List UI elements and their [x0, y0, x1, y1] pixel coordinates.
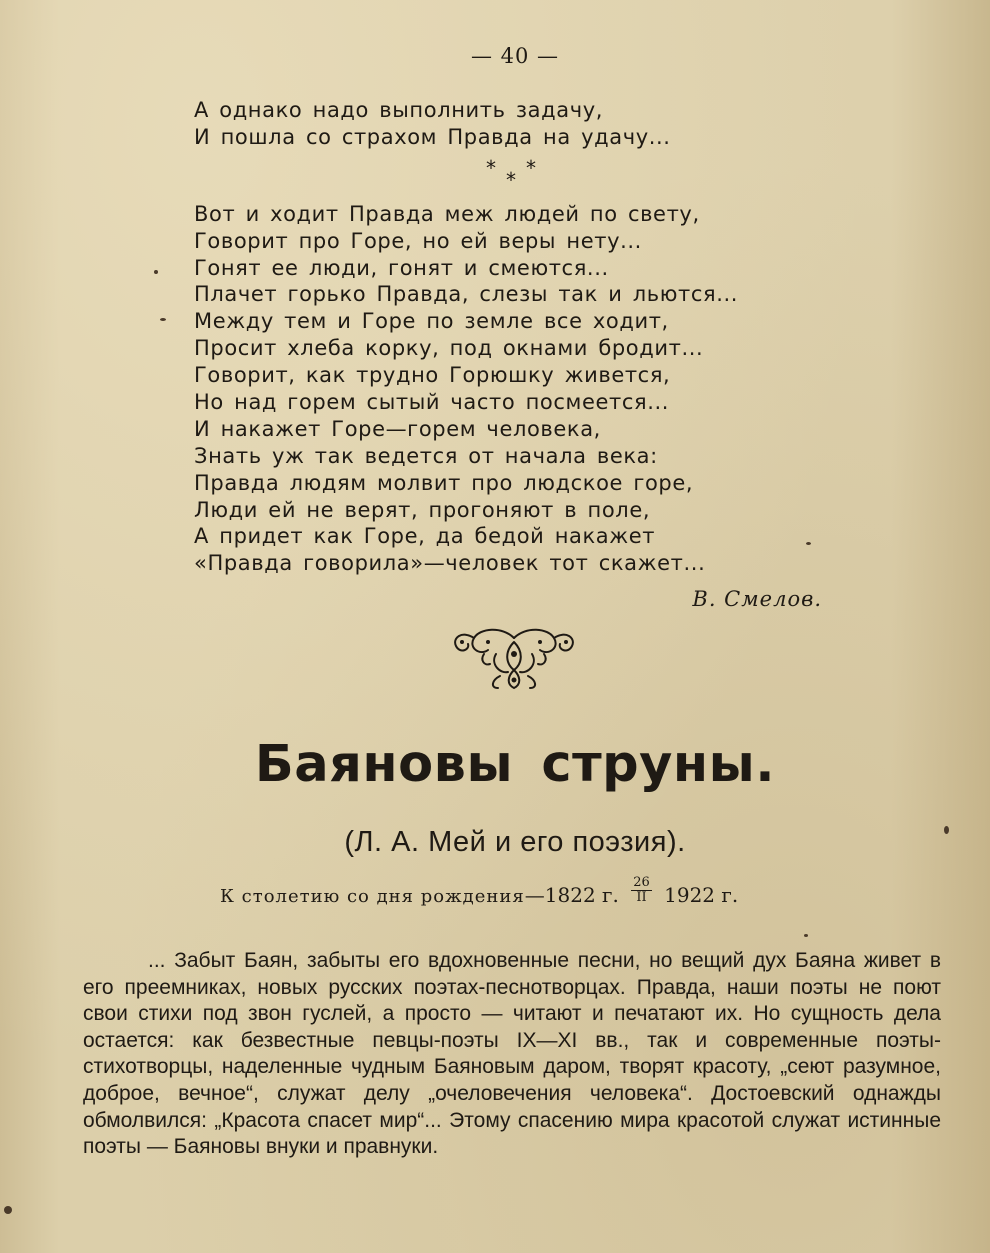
article-body [83, 948, 941, 1161]
poem-line: Правда людям молвит про людское горе, [194, 470, 694, 495]
poem-line: А однако надо выполнить задачу, [194, 98, 604, 122]
ink-speck [4, 1206, 12, 1214]
poem-line: Между тем и Горе по земле все ходит, [194, 309, 669, 334]
poem-line: Но над горем сытый часто посмеется... [194, 390, 670, 415]
dateline-year-end: 1922 г. [664, 883, 739, 907]
poem-line: Говорит про Горе, но ей веры нету... [194, 228, 642, 253]
poem [194, 97, 834, 577]
dateline-date-day: 26 [633, 875, 650, 890]
dateline-date-month: II [636, 890, 647, 905]
ink-speck [804, 934, 808, 937]
dateline-dash: — [524, 883, 545, 907]
ink-speck [154, 270, 158, 274]
poem-line: Говорит, как трудно Горюшку живется, [194, 363, 671, 388]
poem-line: А придет как Горе, да бедой накажет [194, 524, 656, 549]
dateline-year-start: 1822 г. [544, 883, 619, 907]
dateline-date-fraction [631, 876, 652, 905]
ink-speck [160, 318, 166, 321]
poem-line: Плачет горько Правда, слезы так и льются... [194, 282, 739, 307]
star-icon: * [506, 167, 517, 192]
poem-line: Люди ей не верят, прогоняют в поле, [194, 497, 651, 522]
poem-line: Знать уж так ведется от начала века: [194, 443, 658, 468]
poem-signature: В. Смелов. [692, 587, 822, 611]
poem-line: И пошла со страхом Правда на удачу... [194, 124, 671, 149]
poem-line: Гонят ее люди, гонят и смеются... [194, 255, 609, 280]
poem-line: Вот и ходит Правда меж людей по свету, [194, 201, 700, 226]
poem-line: «Правда говорила»—человек тот скажет... [194, 551, 706, 576]
poem-line: Просит хлеба корку, под окнами бродит... [194, 336, 704, 361]
article-paragraph: ... Забыт Баян, забыты его вдохновенные песни, но вещий дух Баяна живет в его преемниках, новых русских поэтах-песнотворцах. Правда, наши поэты не поют свои стихи под звон гуслей, а просто — читают и печатают их. Но сущность дела остается: как безвестные певцы-поэты IX—XI вв., так и современные поэты-стихотворцы, наделенные чудным Баяновым даром, творят красоту, „сеют разумное, доброе, вечное“, служат делу „очеловечения человека“. Достоевский однажды обмолвился: „Красота спасет мир“... Этому спасению мира красотой служат истинные поэты — Баяновы внуки и правнуки. [83, 949, 941, 1159]
ornament-icon [444, 624, 584, 694]
stanza-separator-stars [486, 151, 546, 201]
article-dateline [220, 875, 840, 911]
poem-line: И накажет Горе—горем человека, [194, 416, 601, 441]
page-number: — 40 — [470, 44, 560, 68]
ink-speck [944, 826, 949, 834]
star-icon: * [526, 155, 537, 180]
dateline-prefix: К столетию со дня рождения [220, 886, 525, 907]
article-title: Баяновы струны. [254, 735, 776, 794]
ink-speck [806, 542, 811, 545]
star-icon: * [486, 155, 497, 180]
article-subtitle: (Л. А. Мей и его поэзия). [344, 826, 686, 858]
